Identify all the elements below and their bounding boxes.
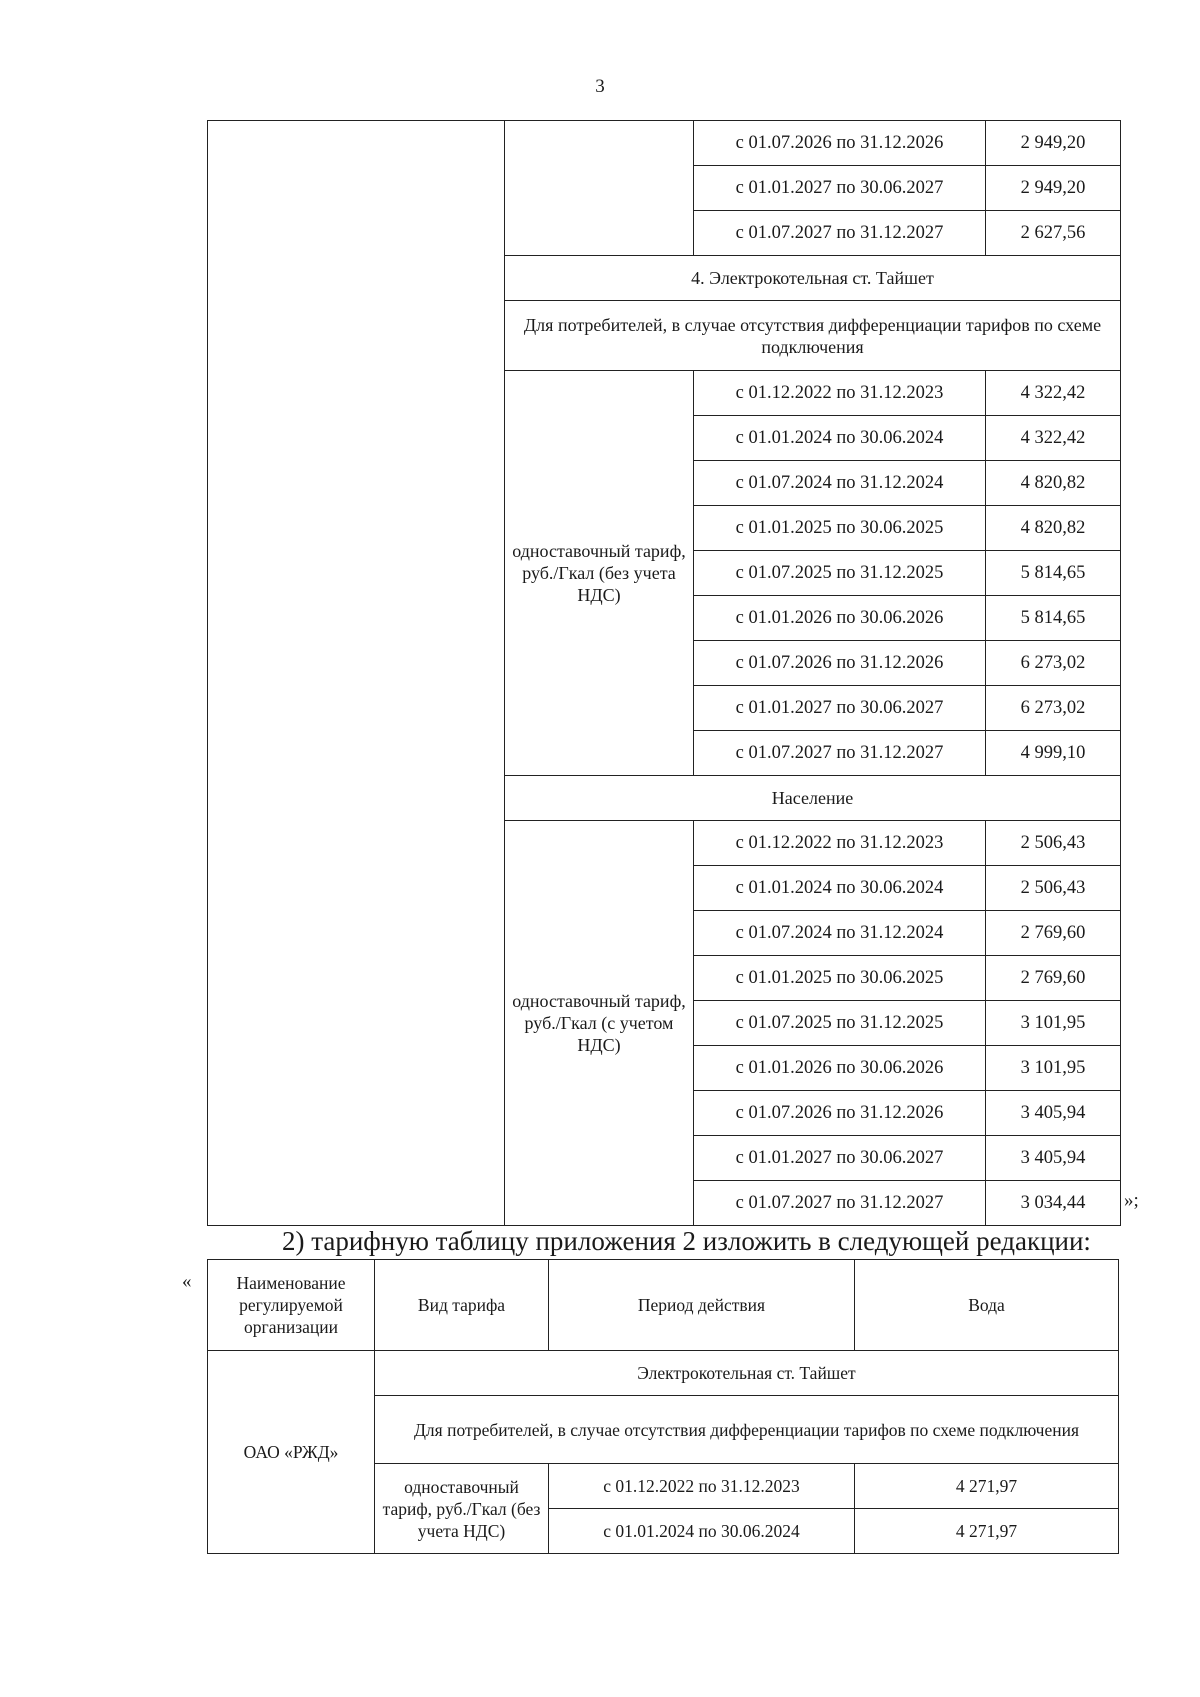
period-cell: с 01.01.2026 по 30.06.2026 xyxy=(694,1046,986,1091)
period-cell: с 01.07.2024 по 31.12.2024 xyxy=(694,461,986,506)
header-period: Период действия xyxy=(549,1260,855,1351)
consumers-note-cell: Для потребителей, в случае отсутствия дифференциации тарифов по схеме подключения xyxy=(505,301,1121,371)
value-cell: 4 820,82 xyxy=(986,506,1121,551)
value-cell: 3 405,94 xyxy=(986,1136,1121,1181)
header-organization: Наименование регулируемой организации xyxy=(208,1260,375,1351)
period-cell: с 01.01.2027 по 30.06.2027 xyxy=(694,686,986,731)
tariff-type-cell: одноставочный тариф, руб./Гкал (без учета НДС) xyxy=(505,371,694,776)
period-cell: с 01.07.2026 по 31.12.2026 xyxy=(694,121,986,166)
section-title-cell: 4. Электрокотельная ст. Тайшет xyxy=(505,256,1121,301)
period-cell: с 01.01.2024 по 30.06.2024 xyxy=(694,416,986,461)
tariff-table-continuation xyxy=(207,120,1121,1226)
value-cell: 4 999,10 xyxy=(986,731,1121,776)
period-cell: с 01.01.2025 по 30.06.2025 xyxy=(694,956,986,1001)
section-title-cell: Электрокотельная ст. Тайшет xyxy=(375,1351,1119,1396)
period-cell: с 01.01.2026 по 30.06.2026 xyxy=(694,596,986,641)
value-cell: 2 506,43 xyxy=(986,866,1121,911)
value-cell: 2 949,20 xyxy=(986,121,1121,166)
period-cell: с 01.01.2025 по 30.06.2025 xyxy=(694,506,986,551)
value-cell: 4 271,97 xyxy=(855,1509,1119,1554)
opening-quote-mark: « xyxy=(182,1271,192,1292)
population-title-cell: Население xyxy=(505,776,1121,821)
period-cell: с 01.07.2027 по 31.12.2027 xyxy=(694,1181,986,1226)
header-water: Вода xyxy=(855,1260,1119,1351)
period-cell: с 01.12.2022 по 31.12.2023 xyxy=(694,371,986,416)
value-cell: 2 769,60 xyxy=(986,956,1121,1001)
period-cell: с 01.01.2024 по 30.06.2024 xyxy=(694,866,986,911)
period-cell: с 01.07.2027 по 31.12.2027 xyxy=(694,731,986,776)
tariff-type-cell: одноставочный тариф, руб./Гкал (без учета НДС) xyxy=(375,1464,549,1554)
period-cell: с 01.12.2022 по 31.12.2023 xyxy=(549,1464,855,1509)
period-cell: с 01.07.2025 по 31.12.2025 xyxy=(694,1001,986,1046)
period-cell: с 01.07.2026 по 31.12.2026 xyxy=(694,641,986,686)
period-cell: с 01.12.2022 по 31.12.2023 xyxy=(694,821,986,866)
value-cell: 2 949,20 xyxy=(986,166,1121,211)
period-cell: с 01.07.2026 по 31.12.2026 xyxy=(694,1091,986,1136)
organization-cell-blank xyxy=(208,121,505,1226)
page-number: 3 xyxy=(595,76,605,97)
period-cell: с 01.07.2024 по 31.12.2024 xyxy=(694,911,986,956)
tariff-type-cell: одноставочный тариф, руб./Гкал (с учетом НДС) xyxy=(505,821,694,1226)
value-cell: 6 273,02 xyxy=(986,686,1121,731)
value-cell: 2 769,60 xyxy=(986,911,1121,956)
value-cell: 5 814,65 xyxy=(986,551,1121,596)
value-cell: 4 820,82 xyxy=(986,461,1121,506)
period-cell: с 01.07.2025 по 31.12.2025 xyxy=(694,551,986,596)
tariff-type-cell-blank xyxy=(505,121,694,256)
tariff-table-appendix-2 xyxy=(207,1259,1119,1554)
period-cell: с 01.01.2027 по 30.06.2027 xyxy=(694,166,986,211)
value-cell: 4 271,97 xyxy=(855,1464,1119,1509)
period-cell: с 01.01.2027 по 30.06.2027 xyxy=(694,1136,986,1181)
closing-quote-mark: »; xyxy=(1124,1190,1139,1211)
consumers-note-cell: Для потребителей, в случае отсутствия дифференциации тарифов по схеме подключения xyxy=(375,1396,1119,1464)
value-cell: 4 322,42 xyxy=(986,371,1121,416)
value-cell: 2 627,56 xyxy=(986,211,1121,256)
value-cell: 5 814,65 xyxy=(986,596,1121,641)
value-cell: 3 101,95 xyxy=(986,1046,1121,1091)
amendment-paragraph: 2) тарифную таблицу приложения 2 изложить в следующей редакции: xyxy=(282,1226,1091,1256)
value-cell: 6 273,02 xyxy=(986,641,1121,686)
value-cell: 3 034,44 xyxy=(986,1181,1121,1226)
value-cell: 3 405,94 xyxy=(986,1091,1121,1136)
header-tariff-type: Вид тарифа xyxy=(375,1260,549,1351)
value-cell: 2 506,43 xyxy=(986,821,1121,866)
period-cell: с 01.07.2027 по 31.12.2027 xyxy=(694,211,986,256)
value-cell: 3 101,95 xyxy=(986,1001,1121,1046)
value-cell: 4 322,42 xyxy=(986,416,1121,461)
period-cell: с 01.01.2024 по 30.06.2024 xyxy=(549,1509,855,1554)
organization-cell: ОАО «РЖД» xyxy=(208,1351,375,1554)
